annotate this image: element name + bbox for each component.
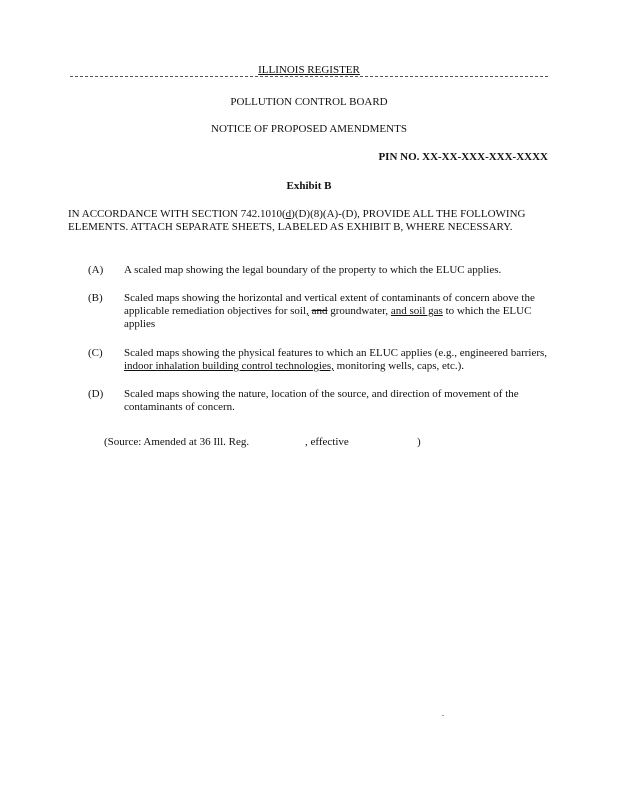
register-title: ILLINOIS REGISTER [0,64,618,76]
item-d-label: (D) [88,388,104,400]
source-note-start: (Source: Amended at 36 Ill. Reg. [104,436,250,448]
item-b-label: (B) [88,292,103,304]
item-a-text: A scaled map showing the legal boundary of the property to which the ELUC applies. [124,264,502,276]
instruction-paragraph: IN ACCORDANCE WITH SECTION 742.1010(d)(D)(8)(A)-(D), PROVIDE ALL THE FOLLOWING ELEMENTS. ATTACH SEPARATE SHEETS, LABELED AS EXHIBIT B, WHERE NECESSARY. [68,208,526,233]
source-note-end: ) [417,436,421,448]
exhibit-title: Exhibit B [286,180,332,192]
page-mark [442,715,444,716]
notice-title: NOTICE OF PROPOSED AMENDMENTS [211,123,407,135]
header-rule [70,76,548,77]
item-c-label: (C) [88,347,103,359]
board-title: POLLUTION CONTROL BOARD [230,96,388,108]
source-note-effective: , effective [305,436,349,448]
pin-number: PIN NO. XX-XX-XXX-XXX-XXXX [378,151,548,163]
item-c-text: Scaled maps showing the physical features to which an ELUC applies (e.g., engineered barriers, indoor inhalation building control technologies, monitoring wells, caps, etc.). [124,347,548,372]
item-b-text: Scaled maps showing the horizontal and vertical extent of contaminants of concern above the applicable remediation objectives for soil, and groundwater, and soil gas to which the ELUC applies [124,292,535,330]
item-a-label: (A) [88,264,104,276]
item-d-text: Scaled maps showing the nature, location of the source, and direction of movement of the contaminants of concern. [124,388,519,413]
